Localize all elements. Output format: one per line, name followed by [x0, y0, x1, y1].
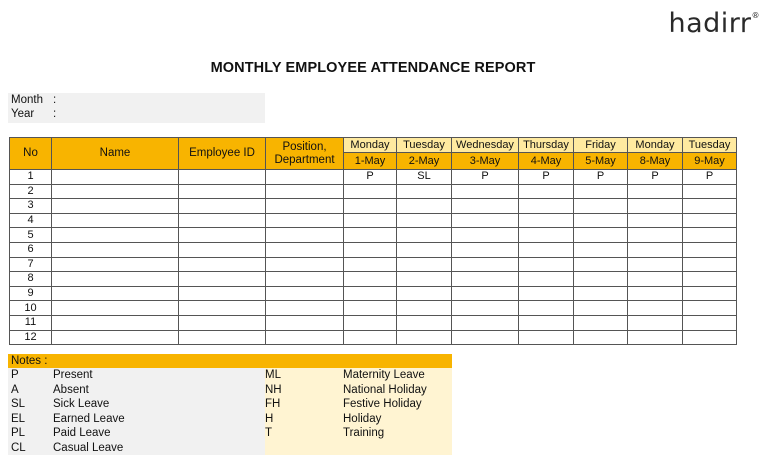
row-no-cell: 8	[10, 272, 52, 287]
row-employee-id-cell	[179, 257, 266, 272]
legend-label: Sick Leave	[53, 398, 110, 410]
attendance-mark-cell	[683, 228, 737, 243]
legend-label: Maternity Leave	[343, 369, 425, 381]
header-day: Thursday	[519, 138, 574, 153]
row-name-cell	[52, 199, 179, 214]
attendance-mark-cell	[628, 257, 683, 272]
legend-label: Present	[53, 369, 93, 381]
attendance-mark-cell	[574, 213, 628, 228]
attendance-mark-cell	[344, 301, 397, 316]
header-date: 5-May	[574, 153, 628, 170]
attendance-mark-cell	[628, 184, 683, 199]
legend-item	[8, 397, 265, 412]
attendance-mark-cell	[344, 199, 397, 214]
row-no-cell: 9	[10, 286, 52, 301]
row-name-cell	[52, 170, 179, 185]
attendance-mark-cell	[452, 228, 519, 243]
notes-legend	[8, 368, 452, 455]
attendance-mark-cell	[397, 257, 452, 272]
row-position-cell	[266, 170, 344, 185]
legend-label: Casual Leave	[53, 441, 124, 454]
report-meta	[8, 93, 265, 123]
header-day: Friday	[574, 138, 628, 153]
attendance-mark-cell	[344, 184, 397, 199]
row-position-cell	[266, 228, 344, 243]
legend-item	[8, 368, 265, 383]
attendance-mark-cell	[452, 272, 519, 287]
header-date: 2-May	[397, 153, 452, 170]
legend-code: EL	[11, 412, 26, 425]
row-no-cell: 6	[10, 242, 52, 257]
attendance-mark-cell	[519, 213, 574, 228]
attendance-mark-cell	[628, 286, 683, 301]
attendance-mark-cell	[344, 228, 397, 243]
legend-label: Festive Holiday	[343, 398, 422, 410]
notes-right-column	[265, 368, 452, 455]
row-name-cell	[52, 286, 179, 301]
header-day: Monday	[344, 138, 397, 153]
table-row	[10, 228, 737, 243]
table-row	[10, 170, 737, 185]
attendance-mark-cell	[519, 286, 574, 301]
legend-code: NH	[265, 383, 282, 396]
row-name-cell	[52, 257, 179, 272]
attendance-mark-cell	[574, 272, 628, 287]
attendance-mark-cell	[683, 315, 737, 330]
table-row	[10, 286, 737, 301]
row-name-cell	[52, 242, 179, 257]
attendance-mark-cell: P	[519, 170, 574, 185]
attendance-mark-cell	[628, 213, 683, 228]
attendance-mark-cell	[452, 315, 519, 330]
row-no-cell: 12	[10, 330, 52, 345]
header-date: 9-May	[683, 153, 737, 170]
attendance-mark-cell	[683, 213, 737, 228]
attendance-mark-cell	[397, 272, 452, 287]
attendance-mark-cell	[683, 184, 737, 199]
attendance-mark-cell	[683, 301, 737, 316]
attendance-mark-cell	[519, 330, 574, 345]
legend-code: PL	[11, 427, 26, 439]
attendance-mark-cell	[683, 272, 737, 287]
row-employee-id-cell	[179, 213, 266, 228]
attendance-mark-cell: P	[683, 170, 737, 185]
legend-item	[8, 441, 265, 456]
header-date: 8-May	[628, 153, 683, 170]
attendance-mark-cell	[574, 257, 628, 272]
attendance-mark-cell	[574, 286, 628, 301]
row-name-cell	[52, 272, 179, 287]
attendance-mark-cell	[452, 199, 519, 214]
attendance-mark-cell	[519, 199, 574, 214]
table-row	[10, 257, 737, 272]
attendance-mark-cell	[519, 315, 574, 330]
attendance-mark-cell	[683, 330, 737, 345]
brand-name: hadirr	[668, 8, 752, 39]
legend-label: Holiday	[343, 412, 382, 425]
meta-year-row	[8, 107, 265, 121]
attendance-mark-cell	[628, 272, 683, 287]
attendance-mark-cell	[397, 213, 452, 228]
attendance-mark-cell	[344, 286, 397, 301]
row-position-cell	[266, 272, 344, 287]
attendance-mark-cell	[519, 242, 574, 257]
legend-code: P	[11, 369, 19, 381]
attendance-mark-cell	[683, 199, 737, 214]
attendance-mark-cell	[628, 301, 683, 316]
attendance-mark-cell	[519, 184, 574, 199]
attendance-mark-cell	[344, 257, 397, 272]
attendance-mark-cell	[628, 228, 683, 243]
attendance-mark-cell: SL	[397, 170, 452, 185]
brand-logo	[668, 8, 760, 39]
header-position	[266, 138, 344, 170]
report-title: MONTHLY EMPLOYEE ATTENDANCE REPORT	[210, 60, 536, 76]
row-employee-id-cell	[179, 315, 266, 330]
attendance-mark-cell	[628, 242, 683, 257]
row-employee-id-cell	[179, 199, 266, 214]
attendance-mark-cell: P	[452, 170, 519, 185]
attendance-mark-cell	[628, 330, 683, 345]
meta-year-sep: :	[53, 108, 57, 120]
table-row	[10, 184, 737, 199]
meta-month-row	[8, 93, 265, 107]
attendance-mark-cell	[344, 315, 397, 330]
header-position-line1: Position,	[282, 140, 327, 153]
row-position-cell	[266, 199, 344, 214]
table-row	[10, 330, 737, 345]
row-no-cell: 4	[10, 213, 52, 228]
attendance-mark-cell	[628, 315, 683, 330]
attendance-mark-cell	[574, 315, 628, 330]
attendance-mark-cell	[344, 272, 397, 287]
legend-item	[8, 426, 265, 441]
legend-item	[8, 383, 265, 398]
attendance-mark-cell	[397, 315, 452, 330]
attendance-mark-cell	[344, 213, 397, 228]
legend-code: CL	[11, 441, 26, 454]
row-position-cell	[266, 330, 344, 345]
row-position-cell	[266, 213, 344, 228]
attendance-rows	[10, 170, 737, 345]
table-row	[10, 199, 737, 214]
attendance-mark-cell	[452, 257, 519, 272]
legend-label: Training	[343, 427, 385, 439]
row-no-cell: 7	[10, 257, 52, 272]
notes-left-column	[8, 368, 265, 455]
row-employee-id-cell	[179, 170, 266, 185]
attendance-mark-cell	[574, 330, 628, 345]
attendance-mark-cell	[397, 330, 452, 345]
attendance-mark-cell	[683, 242, 737, 257]
row-position-cell	[266, 242, 344, 257]
row-name-cell	[52, 184, 179, 199]
legend-item	[265, 368, 452, 383]
row-position-cell	[266, 257, 344, 272]
row-name-cell	[52, 301, 179, 316]
attendance-mark-cell	[344, 242, 397, 257]
attendance-mark-cell	[344, 330, 397, 345]
attendance-mark-cell: P	[344, 170, 397, 185]
attendance-mark-cell	[452, 242, 519, 257]
row-no-cell: 5	[10, 228, 52, 243]
attendance-mark-cell	[397, 199, 452, 214]
row-employee-id-cell	[179, 301, 266, 316]
header-day: Tuesday	[683, 138, 737, 153]
attendance-mark-cell	[397, 301, 452, 316]
legend-code: ML	[265, 369, 281, 381]
attendance-table	[9, 137, 737, 345]
row-no-cell: 1	[10, 170, 52, 185]
attendance-mark-cell	[628, 199, 683, 214]
legend-item	[8, 412, 265, 427]
legend-code: FH	[265, 398, 281, 410]
legend-item	[265, 412, 452, 427]
header-name: Name	[52, 138, 179, 170]
attendance-mark-cell	[452, 213, 519, 228]
table-row	[10, 242, 737, 257]
notes-panel	[8, 354, 452, 455]
notes-heading: Notes :	[8, 354, 452, 368]
attendance-mark-cell: P	[628, 170, 683, 185]
header-no: No	[10, 138, 52, 170]
row-position-cell	[266, 315, 344, 330]
legend-code: SL	[11, 398, 26, 410]
row-employee-id-cell	[179, 330, 266, 345]
row-position-cell	[266, 286, 344, 301]
legend-label: Paid Leave	[53, 427, 111, 439]
attendance-mark-cell	[683, 286, 737, 301]
row-no-cell: 3	[10, 199, 52, 214]
attendance-mark-cell	[397, 228, 452, 243]
legend-label: Earned Leave	[53, 412, 125, 425]
header-position-line2: Department	[274, 153, 335, 166]
attendance-mark-cell	[397, 242, 452, 257]
registered-mark: ®	[751, 11, 760, 20]
header-day: Monday	[628, 138, 683, 153]
header-date: 1-May	[344, 153, 397, 170]
attendance-mark-cell	[574, 301, 628, 316]
attendance-mark-cell	[574, 242, 628, 257]
table-row	[10, 301, 737, 316]
row-no-cell: 10	[10, 301, 52, 316]
meta-year-label: Year	[11, 108, 35, 120]
attendance-mark-cell	[397, 286, 452, 301]
legend-item	[265, 426, 452, 441]
attendance-mark-cell	[452, 301, 519, 316]
table-row	[10, 315, 737, 330]
row-employee-id-cell	[179, 286, 266, 301]
attendance-mark-cell: P	[574, 170, 628, 185]
attendance-mark-cell	[452, 286, 519, 301]
header-day: Wednesday	[452, 138, 519, 153]
legend-code: A	[11, 383, 19, 396]
legend-label: National Holiday	[343, 383, 427, 396]
header-date: 3-May	[452, 153, 519, 170]
attendance-mark-cell	[519, 228, 574, 243]
legend-item	[265, 397, 452, 412]
row-position-cell	[266, 301, 344, 316]
row-name-cell	[52, 228, 179, 243]
legend-code: H	[265, 412, 274, 425]
legend-item	[265, 383, 452, 398]
row-employee-id-cell	[179, 228, 266, 243]
row-no-cell: 2	[10, 184, 52, 199]
table-row	[10, 213, 737, 228]
attendance-mark-cell	[519, 272, 574, 287]
row-name-cell	[52, 315, 179, 330]
meta-month-sep: :	[53, 94, 57, 106]
row-name-cell	[52, 213, 179, 228]
legend-label: Absent	[53, 383, 89, 396]
attendance-mark-cell	[574, 184, 628, 199]
header-employee-id: Employee ID	[179, 138, 266, 170]
attendance-mark-cell	[574, 228, 628, 243]
attendance-mark-cell	[574, 199, 628, 214]
attendance-mark-cell	[452, 330, 519, 345]
row-no-cell: 11	[10, 315, 52, 330]
row-employee-id-cell	[179, 242, 266, 257]
attendance-mark-cell	[683, 257, 737, 272]
attendance-mark-cell	[397, 184, 452, 199]
header-date: 4-May	[519, 153, 574, 170]
header-day: Tuesday	[397, 138, 452, 153]
meta-month-label: Month	[11, 94, 43, 106]
attendance-mark-cell	[452, 184, 519, 199]
row-name-cell	[52, 330, 179, 345]
table-row	[10, 272, 737, 287]
attendance-mark-cell	[519, 301, 574, 316]
row-employee-id-cell	[179, 184, 266, 199]
row-employee-id-cell	[179, 272, 266, 287]
row-position-cell	[266, 184, 344, 199]
attendance-mark-cell	[519, 257, 574, 272]
legend-code: T	[265, 427, 273, 439]
